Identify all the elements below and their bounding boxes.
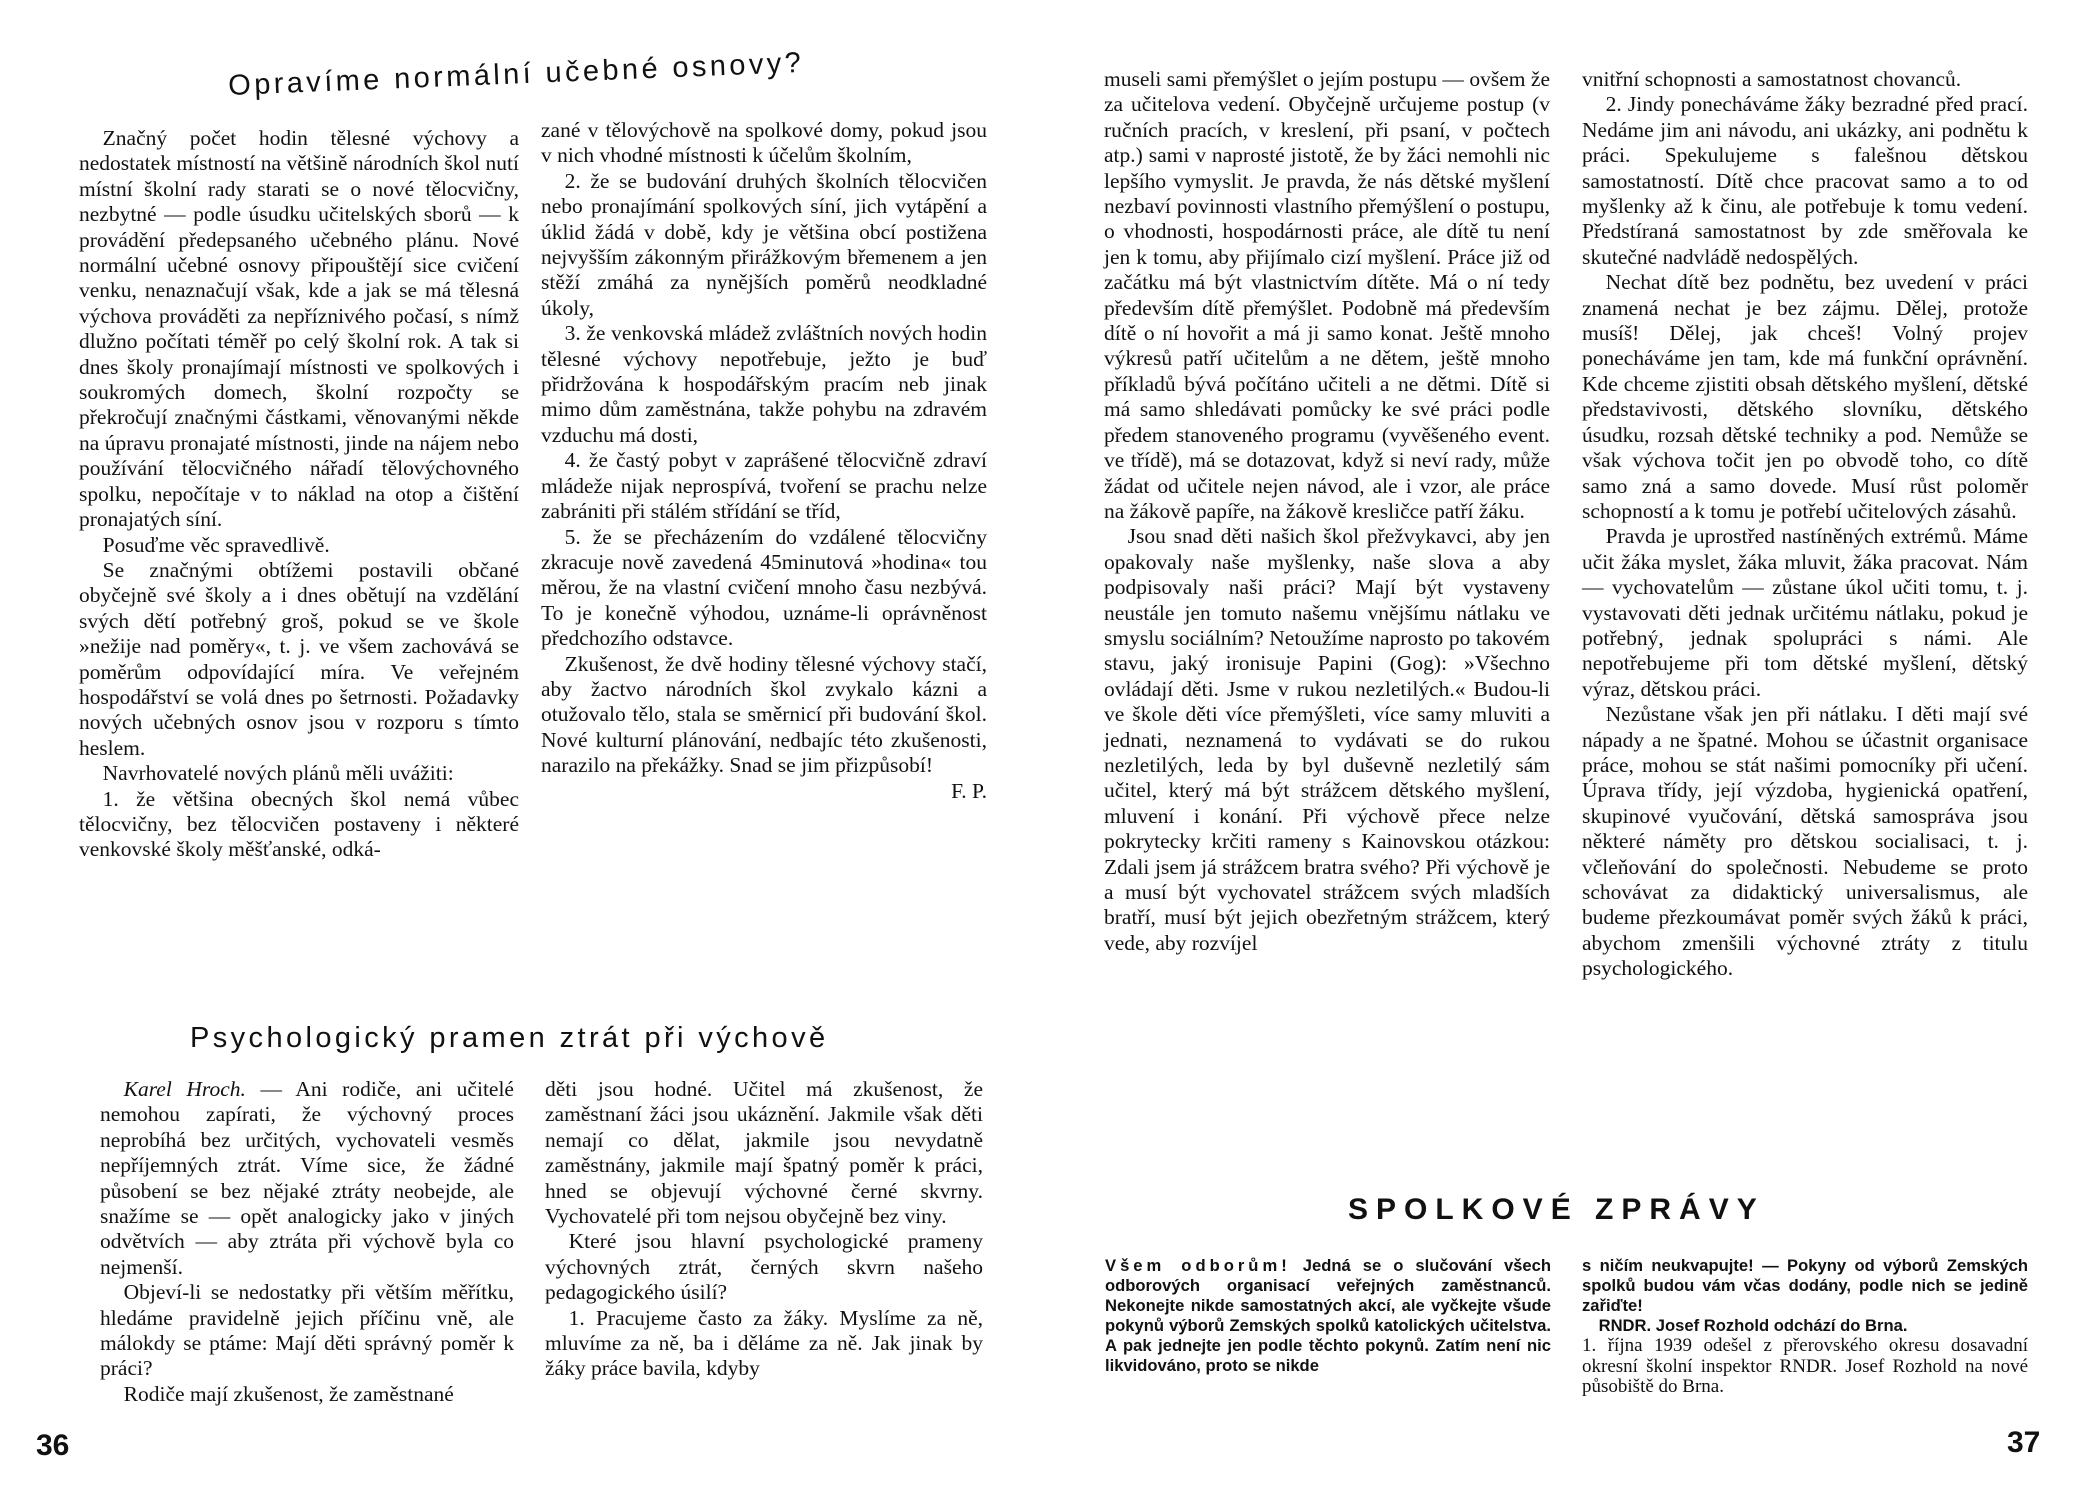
paragraph: museli sami přemýšlet o jejím postupu — ovšem že za učitelova vedení. Obyčejně určujeme postup (v ručních pracích, v kreslení, při psaní, v počtech atp.) sami v naprosté jistotě, že by žáci nemohli nic lepšího vymyslit. Je pravda, že nás dětské myšlení nezbaví povinnosti vlastního přemýšlení o postupu, o vhodnosti, hospodárnosti práce, ale dítě tu není jen k tomu, aby přijímalo cizí myšlení. Práce již od začátku má být vlastnictvím dítěte. Má o ní tedy především dítě přemýšlet. Podobně má především dítě o ní hovořit a má ji samo konat. Ještě mnoho výkresů patří učitelům a ne dětem, ještě mnoho příkladů bývá počítáno učiteli a ne dětmi. Dítě si má samo shledávati pomůcky ke své práci podle předem stanoveného programu (vyvěšeného event. ve třídě), má se dotazovat, když si neví rady, může žádat od učitele nejen návod, ale i vzor, ale práce na žákově papíře, na žákově kresličce patří žáku. [1104,67,1550,523]
paragraph: Které jsou hlavní psychologické prameny výchovných ztrát, černých skvrn našeho pedagogického úsilí? [545,1229,983,1305]
news-item: s ničím neukvapujte! — Pokyny od výborů Zemských spolků budou vám včas dodány, podle nich se jedině zařiďte! [1582,1256,2028,1315]
paragraph: Pravda je uprostřed nastíněných extrémů. Máme učit žáka myslet, žáka mluvit, žáka pracovat. Nám — vychovatelům — zůstane úkol učiti tomu, t. j. vystavovati děti jednak určitému nátlaku, pokud je potřebný, jednak spolupráci s námi. Ale nepotřebujeme při tom dětské myšlení, dětský výraz, dětskou práci. [1582,524,2028,701]
paragraph: vnitřní schopnosti a samostatnost chovanců. [1582,67,1962,91]
article-column-6 [1582,67,2028,982]
paragraph: Rodiče mají zkušenost, že zaměstnané [123,1381,454,1406]
article-column-2 [541,118,987,804]
article-column-1 [79,126,519,863]
paragraph: zané v tělovýchově na spolkové domy, pokud jsou v nich vhodné místnosti k účelům školním, [541,118,987,168]
paragraph: Posuďme věc spravedlivě. [102,532,330,557]
paragraph: Nechat dítě bez podnětu, bez uvedení v práci znamená nechat je bez zájmu. Dělej, protože musíš! Dělej, jak chceš! Volný projev ponecháváme jen tam, kde má funkční oprávnění. Kde chceme zjistiti obsah dětského myšlení, dětské představivosti, dětského slovníku, dětského úsudku, rozsah dětské techniky a pod. Nemůže se však výchova točit jen po obvodě toho, co dítě samo zná a samo dovede. Musí růst poloměr schopností a k tomu je potřebí učitelových zásahů. [1582,270,2028,523]
news-text: 1. října 1939 odešel z přerovského okresu dosavadní okresní školní inspektor RNDR. Josef Rozhold na nové působiště do Brna. [1582,1335,2028,1397]
news-item [1582,1316,2028,1336]
paragraph: 2. že se budování druhých školních tělocvičen nebo pronajímání spolkových síní, jich vytápění a úklid žádá v době, kdy je většina obcí postižena nejvyšším zákonným přirážkovým břemenem a jen stěží zmáhá za nynějších poměrů neodkladné úkoly, [541,168,987,320]
author-name: Karel Hroch. [123,1077,246,1101]
article-column-4 [545,1077,983,1382]
paragraph-text: — Ani rodiče, ani učitelé nemohou zapírati, že výchovný proces neprobíhá bez určitých, vychovateli vesměs nepříjemných ztrát. Víme sice, že žádné působení se bez nějaké ztráty neobejde, ale snažíme se — opět analogicky jako v jiných odvětvích — aby ztráta při výchově byla co nejmenší. [100,1077,514,1279]
news-text: Jedná se o slučování všech odborových organisací veřejných zaměstnanců. Nekonejte nikde samostatných akcí, ale vyčkejte všude pokynů výborů Zemských spolků katolických učitelstva. A pak jednejte jen podle těchto pokynů. Zatím není nic likvidováno, proto se nikde [1105,1256,1552,1375]
paragraph: děti jsou hodné. Učitel má zkušenost, že zaměstnaní žáci jsou ukáznění. Jakmile však děti nemají co dělat, jakmile jsou nevydatně zaměstnány, jakmile mají špatný poměr k práci, hned se objevují výchovné černé skvrny. Vychovatelé při tom nejsou obyčejně bez viny. [545,1077,983,1229]
paragraph [100,1077,514,1280]
paragraph-text: Zkušenost, že dvě hodiny tělesné výchovy stačí, aby žactvo národních škol zvykalo kázni a otužovalo tělo, stala se směrnicí při budování škol. Nové kulturní plánování, nedbajíc této zkušenosti, narazilo na překážky. Snad se jim přizpůsobí! [541,651,987,778]
article-heading-psychology: Psychologický pramen ztrát při výchově [190,1022,829,1054]
paragraph: 1. že většina obecných škol nemá vůbec tělocvičny, bez tělocvičen postaveny i některé venkovské školy měšťanské, odká- [79,786,519,862]
page-number: 37 [2007,1426,2041,1459]
paragraph: 3. že venkovská mládež zvláštních nových hodin tělesné výchovy nepotřebuje, ježto je buď přidržována k hospodářským pracím neb jinak mimo dům zaměstnána, takže pohybu na zdravém vzduchu má dosti, [541,321,987,447]
paragraph: 5. že se přecházením do vzdálené tělocvičny zkracuje nově zavedená 45minutová »hodina« tou měrou, že na vlastní cvičení mnoho času nezbývá. To je konečně výhodou, uznáme-li oprávněnost předchozího odstavce. [541,524,987,651]
paragraph: 4. že častý pobyt v zaprášené tělocvičně zdraví mládeže nijak neprospívá, tvoření se prachu nelze zabrániti při stálém střídání se tříd, [541,448,987,524]
paragraph: Značný počet hodin tělesné výchovy a nedostatek místností na většině národních škol nutí místní školní rady starati se o nové tělocvičny, nezbytné — podle úsudku učitelských sborů — k provádění předepsaného učebného plánu. Nové normální učebné osnovy připouštějí sice cvičení venku, nenaznačují však, kde a jak se má tělesná výchova prováděti za nepříznivého počasí, s nímž dlužno počítati téměř po celý školní rok. A tak si dnes školy pronajímají místnosti ve spolkových i soukromých domech, školní rozpočty se překročují značnými částkami, věnovanými někde na úpravu pronajaté místnosti, jinde na nájem nebo používání tělocvičného nářadí tělovýchovného spolku, nepočítaje v to náklad na otop a čištění pronajatých síní. [79,126,519,532]
paragraph: Jsou snad děti našich škol přežvykavci, aby jen opakovaly naše myšlenky, naše slova a aby podpisovaly naši práci? Mají být vystaveny neustále jen tomuto našemu vnějšímu nátlaku ve smyslu sociálním? Netoužíme naprosto po takovém stavu, jaký ironisuje Papini (Gog): »Všechno ovládají děti. Jsme v rukou nezletilých.« Budou-li ve škole děti více přemýšleti, více samy mluviti a jednati, neznamená to vydávati se do rukou nezletilých, leda by byl duševně nezletilý sám učitel, který má být strážcem dětského myšlení, mluvení i konání. Při výchově přece nelze pokrytecky krčiti rameny s Kainovskou otázkou: Zdali jsem já strážcem bratra svého? Při výchově je a musí být vychovatel strážcem svých mladších bratří, musí být jejich obezřetným strážcem, který vede, aby rozvíjel [1104,524,1550,955]
right-page [1041,0,2082,1500]
news-column-2 [1582,1256,2028,1398]
news-lead: Všem odborům! [1105,1256,1291,1275]
article-heading-curricula: Opravíme normální učebné osnovy? [227,46,805,103]
section-title-news: SPOLKOVÉ ZPRÁVY [1348,1193,1765,1226]
paragraph: 2. Jindy ponecháváme žáky bezradné před prací. Nedáme jim ani návodu, ani ukázky, ani podnětu k práci. Spekulujeme s falešnou dětskou samostatností. Dítě chce pracovat samo a to od myšlenky až k činu, ale potřebuje k tomu vedení. Předstíraná samostatnost by zde směřovala ke skutečné nadvládě nedospělých. [1582,92,2028,269]
news-lead: RNDR. Josef Rozhold odchází do Brna. [1598,1316,1908,1335]
news-column-1 [1105,1256,1551,1376]
paragraph: Nezůstane však jen při nátlaku. I děti mají své nápady a ne špatné. Mohou se účastnit organisace práce, mohou se stát našimi pomocníky při učení. Úprava třídy, její výzdoba, hygienická opatření, skupinové vyučování, dětská samospráva jsou některé náměty pro dětskou socialisaci, t. j. včleňování do společnosti. Nebudeme se proto schovávat za didaktický universalismus, ale budeme přezkoumávat poměr svých žáků k práci, abychom zmenšili výchovné ztráty z titulu psychologického. [1582,702,2028,981]
paragraph [541,651,987,803]
paragraph: Se značnými obtížemi postavili občané obyčejně své školy a i dnes obětují na vzdělání svých dětí potřebný groš, pokud se ve škole »nežije nad poměry«, t. j. ve všem zachovává se poměrům odpovídající míra. Ve veřejném hospodářství se volá dnes po šetrnosti. Požadavky nových učebných osnov jsou v rozporu s tímto heslem. [79,557,519,760]
page-number: 36 [36,1429,70,1462]
author-signature: F. P. [951,778,987,803]
paragraph: 1. Pracujeme často za žáky. Myslíme za ně, mluvíme za ně, ba i děláme za ně. Jak jinak by žáky práce bavila, kdyby [545,1305,983,1381]
news-item [1105,1256,1551,1376]
paragraph: Objeví-li se nedostatky při větším měřítku, hledáme pravidelně jejich příčinu vně, ale málokdy se ptáme: Mají děti správný poměr k práci? [100,1280,514,1381]
article-column-5 [1104,67,1550,956]
paragraph: Navrhovatelé nových plánů měli uvážiti: [102,761,454,786]
article-column-3 [100,1077,514,1407]
